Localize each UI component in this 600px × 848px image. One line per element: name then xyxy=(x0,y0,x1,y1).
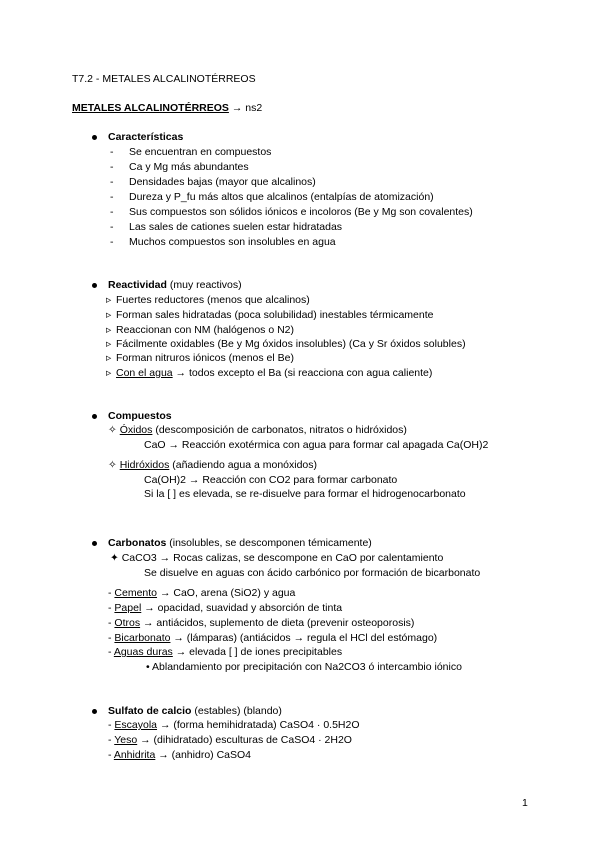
sulfato-note: (estables) (blando) xyxy=(191,705,282,717)
list-item: - Papel → opacidad, suavidad y absorción de tinta xyxy=(108,602,343,614)
list-item: - Yeso → (dihidratado) esculturas de CaSO4 · 2H2O xyxy=(108,734,352,746)
list-item: - Bicarbonato → (lámparas) (antiácidos → regula el HCl del estómago) xyxy=(108,632,438,644)
list-item: Fuertes reductores (menos que alcalinos) xyxy=(116,294,310,306)
hidroxidos-line xyxy=(108,458,317,472)
star-marker: ✦ xyxy=(110,552,122,564)
list-item: Dureza y P_fu más altos que alcalinos (entalpías de atomización) xyxy=(129,191,434,203)
diamond-marker: ✧ xyxy=(108,459,120,471)
list-item: Sus compuestos son sólidos iónicos e incoloros (Be y Mg son covalentes) xyxy=(129,206,473,218)
use-label: Yeso xyxy=(114,734,138,746)
caco3-line xyxy=(110,551,443,565)
reactividad-note: (muy reactivos) xyxy=(166,279,242,291)
ablandamiento-text: Ablandamiento por precipitación con Na2CO3 ó intercambio iónico xyxy=(152,661,462,673)
dash-marker: - xyxy=(110,191,114,203)
use-label: Anhidrita xyxy=(113,749,156,761)
list-item: - Escayola → (forma hemihidratada) CaSO4 · 0.5H2O xyxy=(108,719,360,731)
arrow-marker: ▹ xyxy=(106,294,112,306)
dash-marker: - xyxy=(110,221,114,233)
list-item: Las sales de cationes suelen estar hidratadas xyxy=(129,221,343,233)
list-item: Muchos compuestos son insolubles en agua xyxy=(129,236,336,248)
dash-marker: - xyxy=(110,176,114,188)
use-text: → opacidad, suavidad y absorción de tinta xyxy=(141,602,343,614)
oxidos-line xyxy=(108,423,407,437)
hidroxidos-label: Hidróxidos xyxy=(119,459,170,471)
carbonatos-note: (insolubles, se descomponen témicamente) xyxy=(166,537,372,549)
dash-marker: - xyxy=(110,161,114,173)
carbonatos-title: Carbonatos xyxy=(108,537,167,549)
use-text: → CaO, arena (SiO2) y agua xyxy=(157,587,296,599)
list-item: Fácilmente oxidables (Be y Mg óxidos insolubles) (Ca y Sr óxidos solubles) xyxy=(116,338,466,350)
sulfato-title: Sulfato de calcio xyxy=(108,705,192,717)
list-item xyxy=(116,366,432,380)
bullet-dot xyxy=(92,283,97,288)
use-text: → antiácidos, suplemento de dieta (prevenir osteoporosis) xyxy=(140,617,415,629)
dash-marker: - xyxy=(110,236,114,248)
use-label: Otros xyxy=(114,617,141,629)
hidroxidos-note: (añadiendo agua a monóxidos) xyxy=(169,459,318,471)
use-text: → (forma hemihidratada) CaSO4 · 0.5H2O xyxy=(157,719,360,731)
arrow-marker: ▹ xyxy=(106,309,112,321)
list-item: Densidades bajas (mayor que alcalinos) xyxy=(129,176,316,188)
caco3-text: CaCO3 → Rocas calizas, se descompone en CaO por calentamiento xyxy=(121,552,444,564)
list-item: - Anhidrita → (anhidro) CaSO4 xyxy=(108,749,252,761)
list-item: Reaccionan con NM (halógenos o N2) xyxy=(116,324,295,336)
arrow-marker: ▹ xyxy=(106,338,112,350)
bullet-dot xyxy=(92,414,97,419)
use-label: Papel xyxy=(114,602,142,614)
use-text: → (anhidro) CaSO4 xyxy=(155,749,252,761)
section-heading-caracteristicas: Características xyxy=(108,131,184,143)
title-suffix: → ns2 xyxy=(228,102,263,114)
ablandamiento-line xyxy=(146,660,462,674)
use-label: Escayola xyxy=(114,719,158,731)
agua-text: → todos excepto el Ba (si reacciona con agua caliente) xyxy=(172,367,433,379)
hidroxidos-detail-2: Si la [ ] es elevada, se re-disuelve para formar el hidrogenocarbonato xyxy=(144,488,466,500)
bullet-dot xyxy=(92,709,97,714)
use-text: → (dihidratado) esculturas de CaSO4 · 2H2O xyxy=(137,734,352,746)
bullet-dot xyxy=(92,541,97,546)
arrow-marker: ▹ xyxy=(106,324,112,336)
dash-marker: - xyxy=(110,146,114,158)
arrow-marker: ▹ xyxy=(106,352,112,364)
section-heading-sulfato xyxy=(108,704,282,718)
use-text: → (lámparas) (antiácidos → regula el HCl del estómago) xyxy=(170,632,438,644)
dash-marker: - xyxy=(110,206,114,218)
oxidos-note: (descomposición de carbonatos, nitratos o hidróxidos) xyxy=(152,424,407,436)
reactividad-title: Reactividad xyxy=(108,279,167,291)
hidroxidos-detail-1: Ca(OH)2 → Reacción con CO2 para formar carbonato xyxy=(144,474,398,486)
oxidos-label: Óxidos xyxy=(119,424,153,436)
page-header: T7.2 - METALES ALCALINOTÉRREOS xyxy=(72,73,256,85)
list-item: - Aguas duras → elevada [ ] de iones precipitables xyxy=(108,646,343,658)
use-label: Bicarbonato xyxy=(114,632,171,644)
title-main: METALES ALCALINOTÉRREOS xyxy=(72,102,229,114)
use-label: Aguas duras xyxy=(113,646,173,658)
caco3-detail: Se disuelve en aguas con ácido carbónico por formación de bicarbonato xyxy=(144,567,481,579)
page-number: 1 xyxy=(522,797,528,809)
use-text: → elevada [ ] de iones precipitables xyxy=(172,646,343,658)
section-heading-reactividad xyxy=(108,278,242,292)
use-label: Cemento xyxy=(114,587,158,599)
section-heading-carbonatos xyxy=(108,536,372,550)
list-item: - Cemento → CaO, arena (SiO2) y agua xyxy=(108,587,296,599)
list-item: - Otros → antiácidos, suplemento de dieta (prevenir osteoporosis) xyxy=(108,617,415,629)
oxidos-detail: CaO → Reacción exotérmica con agua para formar cal apagada Ca(OH)2 xyxy=(144,439,489,451)
list-item: Forman nitruros iónicos (menos el Be) xyxy=(116,352,294,364)
diamond-marker: ✧ xyxy=(108,424,120,436)
list-item: Se encuentran en compuestos xyxy=(129,146,272,158)
arrow-marker: ▹ xyxy=(106,367,112,379)
page-title xyxy=(72,101,262,115)
small-bullet: • xyxy=(146,661,153,673)
list-item: Forman sales hidratadas (poca solubilidad) inestables térmicamente xyxy=(116,309,434,321)
bullet-dot xyxy=(92,135,97,140)
section-heading-compuestos: Compuestos xyxy=(108,410,172,422)
list-item: Ca y Mg más abundantes xyxy=(129,161,249,173)
agua-label: Con el agua xyxy=(116,367,173,379)
